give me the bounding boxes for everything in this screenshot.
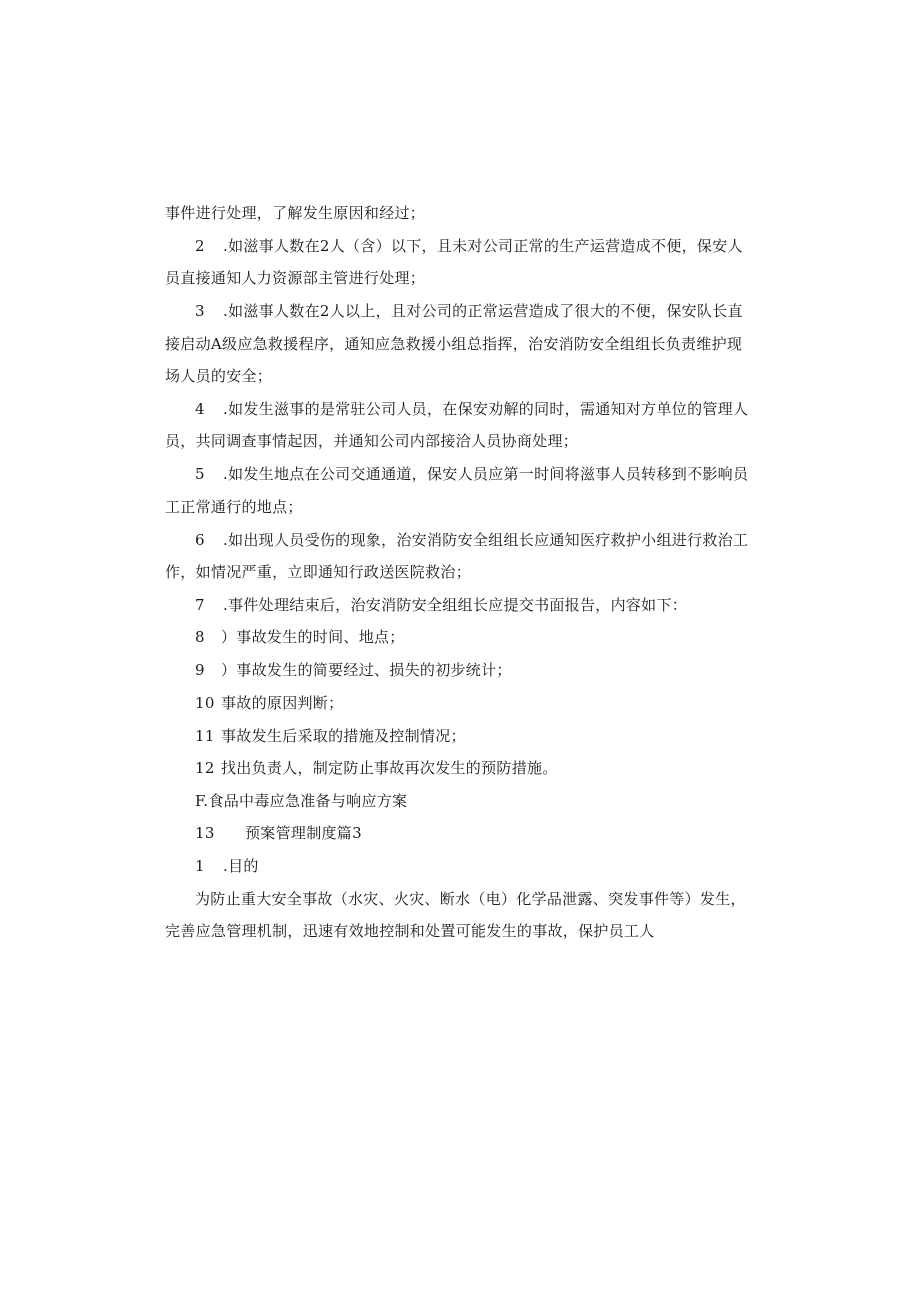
line-text: 作，如情况严重，立即通知行政送医院救治； (165, 563, 472, 581)
item-number: 13 (195, 824, 215, 842)
line-text: .事件处理结束后，治安消防安全组组长应提交书面报告，内容如下： (223, 596, 688, 614)
line-text: 预案管理制度篇3 (245, 824, 362, 842)
line-text: 场人员的安全； (165, 367, 273, 385)
list-item-4 (195, 399, 748, 419)
line-text: 事故发生后采取的措施及控制情况； (221, 727, 466, 745)
item-number: 3 (195, 302, 205, 320)
item-number: 7 (195, 596, 205, 614)
paragraph-line (165, 431, 578, 451)
list-item-8 (195, 627, 405, 647)
paragraph-line (165, 268, 425, 288)
paragraph-line (165, 562, 471, 582)
line-text: .如滋事人数在2人以上，且对公司的正常运营造成了很大的不便，保安队长直 (223, 302, 743, 320)
line-text: ）事故发生的简要经过、损失的初步统计； (221, 661, 512, 679)
item-number: 5 (195, 465, 205, 483)
item-number: 12 (195, 759, 215, 777)
line-text: 员，共同调查事情起因，并通知公司内部接洽人员协商处理； (165, 432, 579, 450)
item-number: 4 (195, 400, 205, 418)
line-text: .目的 (223, 857, 259, 875)
line-text: F.食品中毒应急准备与响应方案 (195, 792, 408, 810)
line-text: 完善应急管理机制，迅速有效地控制和处置可能发生的事故，保护员工人 (165, 922, 655, 940)
section-heading (195, 791, 407, 811)
list-item-9 (195, 660, 512, 680)
line-text: 事故的原因判断； (221, 694, 344, 712)
list-item-2 (195, 236, 743, 256)
line-text: .如滋事人数在2人（含）以下，且未对公司正常的生产运营造成不便，保安人 (223, 237, 743, 255)
list-item-purpose (195, 856, 259, 876)
paragraph-line (165, 497, 303, 517)
line-text: 为防止重大安全事故（水灾、火灾、断水（电）化学品泄露、突发事件等）发生， (195, 890, 746, 908)
line-text: 员直接通知人力资源部主管进行处理； (165, 269, 426, 287)
paragraph-line (165, 203, 425, 223)
item-number: 1 (195, 857, 205, 875)
list-item-6 (195, 530, 748, 550)
list-item-7 (195, 595, 687, 615)
line-text: 工正常通行的地点； (165, 498, 303, 516)
paragraph-line (165, 921, 655, 941)
chapter-heading (195, 823, 362, 843)
paragraph-line (165, 366, 272, 386)
list-item-5 (195, 464, 748, 484)
list-item-12 (195, 758, 558, 778)
item-number: 10 (195, 694, 215, 712)
paragraph-line (165, 334, 742, 354)
line-text: .如发生地点在公司交通通道，保安人员应第一时间将滋事人员转移到不影响员 (223, 465, 749, 483)
line-text: 事件进行处理，了解发生原因和经过； (165, 204, 426, 222)
list-item-3 (195, 301, 743, 321)
list-item-10 (195, 693, 343, 713)
paragraph-line (195, 889, 746, 909)
item-number: 11 (195, 727, 215, 745)
list-item-11 (195, 726, 466, 746)
item-number: 8 (195, 628, 205, 646)
item-number: 2 (195, 237, 205, 255)
item-number: 9 (195, 661, 205, 679)
line-text: ）事故发生的时间、地点； (221, 628, 405, 646)
item-number: 6 (195, 531, 205, 549)
line-text: 接启动A级应急救援程序，通知应急救援小组总指挥，治安消防安全组组长负责维护现 (165, 335, 743, 353)
line-text: .如出现人员受伤的现象，治安消防安全组组长应通知医疗救护小组进行救治工 (223, 531, 749, 549)
line-text: .如发生滋事的是常驻公司人员，在保安劝解的同时，需通知对方单位的管理人 (223, 400, 749, 418)
line-text: 找出负责人，制定防止事故再次发生的预防措施。 (221, 759, 558, 777)
